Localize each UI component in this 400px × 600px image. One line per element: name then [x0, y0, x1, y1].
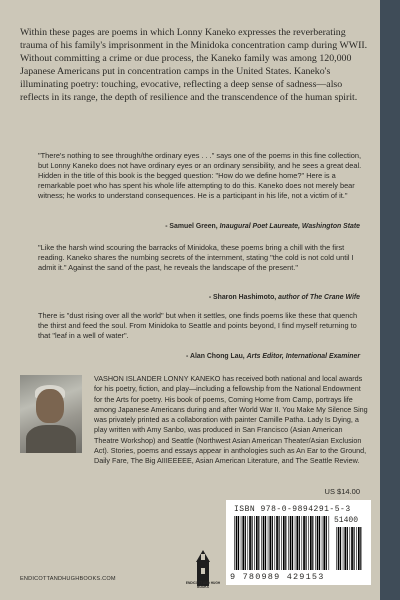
blurb-quote-2: "Like the harsh wind scouring the barracks of Minidoka, these poems bring a chill with the first reading. Kaneko shares the numbing secrets of the internment, stating "the cold is not cold until I admit it." Against the sand of the past, he reveals the landscape of the present."	[38, 243, 354, 273]
blurb-quote-1: "There's nothing to see through/the ordinary eyes . . ." says one of the poems in this fine collection, but Lonny Kaneko does not have ordinary eyes or an ordinary sensibility, and he sees a great deal. Hidden in the title of this book is the begged question: "How do we define home?" Here is a remarkable poet who has spent his whole life attempting to do this. Kaneko does not merely bear witness; he works to understand consequences. He is a participant in his life, not a victim of it."	[38, 151, 362, 201]
attribution-title-3: Arts Editor, International Examiner	[246, 353, 360, 360]
attribution-title-2: author of The Crane Wife	[278, 294, 360, 301]
blurb-attribution-3	[186, 352, 360, 361]
isbn-barcode	[226, 500, 371, 585]
author-photo	[20, 375, 82, 453]
ean-barcode-bars	[234, 516, 330, 570]
author-bio: VASHON ISLANDER LONNY KANEKO has received both national and local awards for his poetry, fiction, and play—including a fellowship from the National Endowment for the Arts for poetry. His book of poems, Coming Home from Camp, portrays life among Japanese Americans during and after World War II. You Make My Silence Sing was privately printed as a collaboration with painter Camille Patha. Lady Is Dying, a play written with Amy Sanbo, was produced in San Francisco (Asian American Theatre Workshop) and Seattle (Northwest Asian American Theater/Asian Exclusion Act). Stories, poems and essays appear in anthologies such as An Ear to the Ground, Daily Fare, The Big AIIIEEEEE, Asian American Literature, and The Seattle Review.	[94, 374, 368, 466]
intro-paragraph: Within these pages are poems in which Lonny Kaneko expresses the reverberating trauma of his family's imprisonment in the Minidoka concentration camp during WWII. Without committing a crime or due process, the Kaneko family was among 120,000 Japanese Americans put in concentration camps in the United States. Kaneko's illuminating poetry: touching, evocative, reflecting a deep sense of sadness—also reflects in its range, the depth of resilience and the transcendence of the human spirit.	[20, 27, 368, 104]
attribution-name-2: - Sharon Hashimoto,	[208, 294, 277, 301]
attribution-title-1: Inaugural Poet Laureate, Washington State	[219, 223, 360, 230]
publisher-url: ENDICOTTANDHUGHBOOKS.COM	[20, 576, 116, 582]
ean-number: 9 780989 429153	[230, 572, 325, 582]
attribution-name-3: - Alan Chong Lau,	[186, 353, 245, 360]
price-code-text: 51400	[334, 516, 359, 525]
price-label: US $14.00	[324, 487, 360, 496]
addon-barcode-bars	[336, 527, 364, 570]
isbn-text: ISBN 978-0-9894291-5-3	[234, 505, 351, 514]
publisher-logo-text: ENDICOTT AND HUGH BOOKS	[185, 581, 221, 589]
blurb-quote-3: There is "dust rising over all the world" but when it settles, one finds poems like these that quench the thirst and feed the soul. From Minidoka to Seattle and points beyond, I find myself returning to that "leaf in a well of water".	[38, 311, 358, 341]
blurb-attribution-2	[209, 293, 360, 302]
spine-edge	[380, 0, 400, 600]
attribution-name-1: - Samuel Green,	[165, 223, 218, 230]
blurb-attribution-1	[165, 222, 360, 231]
